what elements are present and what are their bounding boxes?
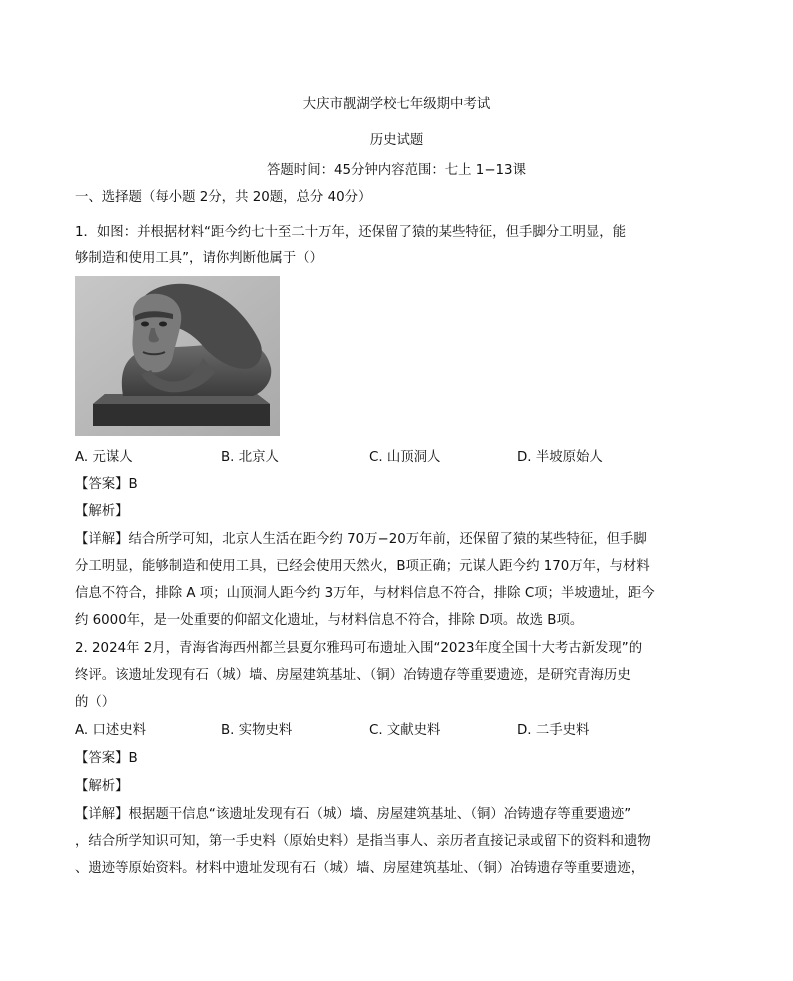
exam-subtitle: 历史试题 [369, 133, 424, 148]
q2-detail-line-3: 、遗迹等原始资料。材料中遗址发现有石（城）墙、房屋建筑基址、（铜）冶铸遗存等重要遗迹， [75, 861, 645, 876]
peking-man-bust-image [75, 276, 280, 436]
exam-title: 大庆市靓湖学校七年级期中考试 [302, 97, 491, 112]
q2-stem-line-1: 2. 2024年 2月，青海省海西州都兰县夏尔雅玛可布遗址入围“2023年度全国十大考古新发现”的 [75, 641, 643, 656]
q2-option-c: C. 文献史料 [369, 723, 441, 738]
q2-detail-line-1: 【详解】根据题干信息“该遗址发现有石（城）墙、房屋建筑基址、（铜）冶铸遗存等重要遗迹” [75, 807, 632, 822]
q1-detail-line-4: 约 6000年，是一处重要的仰韶文化遗址，与材料信息不符合，排除 D项。故选 B项。 [75, 613, 584, 628]
q2-stem-line-2: 终评。该遗址发现有石（城）墙、房屋建筑基址、（铜）冶铸遗存等重要遗迹，是研究青海历史 [75, 668, 631, 683]
q1-option-c: C. 山顶洞人 [369, 450, 441, 465]
q1-stem-line-2: 够制造和使用工具”，请你判断他属于（） [75, 251, 323, 266]
q2-option-a: A. 口述史料 [75, 723, 146, 738]
q2-option-b: B. 实物史料 [221, 723, 293, 738]
q1-option-b: B. 北京人 [221, 450, 279, 465]
q2-detail-line-2: ，结合所学知识可知，第一手史料（原始史料）是指当事人、亲历者直接记录或留下的资料和遗物 [75, 834, 651, 849]
q1-option-d: D. 半坡原始人 [517, 450, 603, 465]
q1-answer: 【答案】B [75, 477, 138, 492]
q1-detail-line-1: 【详解】结合所学可知，北京人生活在距今约 70万−20万年前，还保留了猿的某些特征，但手脚 [75, 532, 647, 547]
q2-stem-line-3: 的（） [75, 695, 116, 710]
q2-analysis-label: 【解析】 [75, 779, 129, 794]
q1-detail-line-3: 信息不符合，排除 A 项；山顶洞人距今约 3万年，与材料信息不符合，排除 C项；半坡遗址，距今 [75, 586, 655, 601]
exam-info: 答题时间：45分钟内容范围：七上 1−13课 [267, 163, 526, 178]
q1-analysis-label: 【解析】 [75, 504, 129, 519]
section-heading: 一、选择题（每小题 2分，共 20题，总分 40分） [75, 190, 372, 205]
q1-option-a: A. 元谋人 [75, 450, 133, 465]
q2-answer: 【答案】B [75, 751, 138, 766]
q1-detail-line-2: 分工明显，能够制造和使用工具，已经会使用天然火，B项正确；元谋人距今约 170万年，与材料 [75, 559, 650, 574]
q2-option-d: D. 二手史料 [517, 723, 590, 738]
q1-stem-line-1: 1．如图：并根据材料“距今约七十至二十万年，还保留了猿的某些特征，但手脚分工明显，能 [75, 225, 627, 240]
